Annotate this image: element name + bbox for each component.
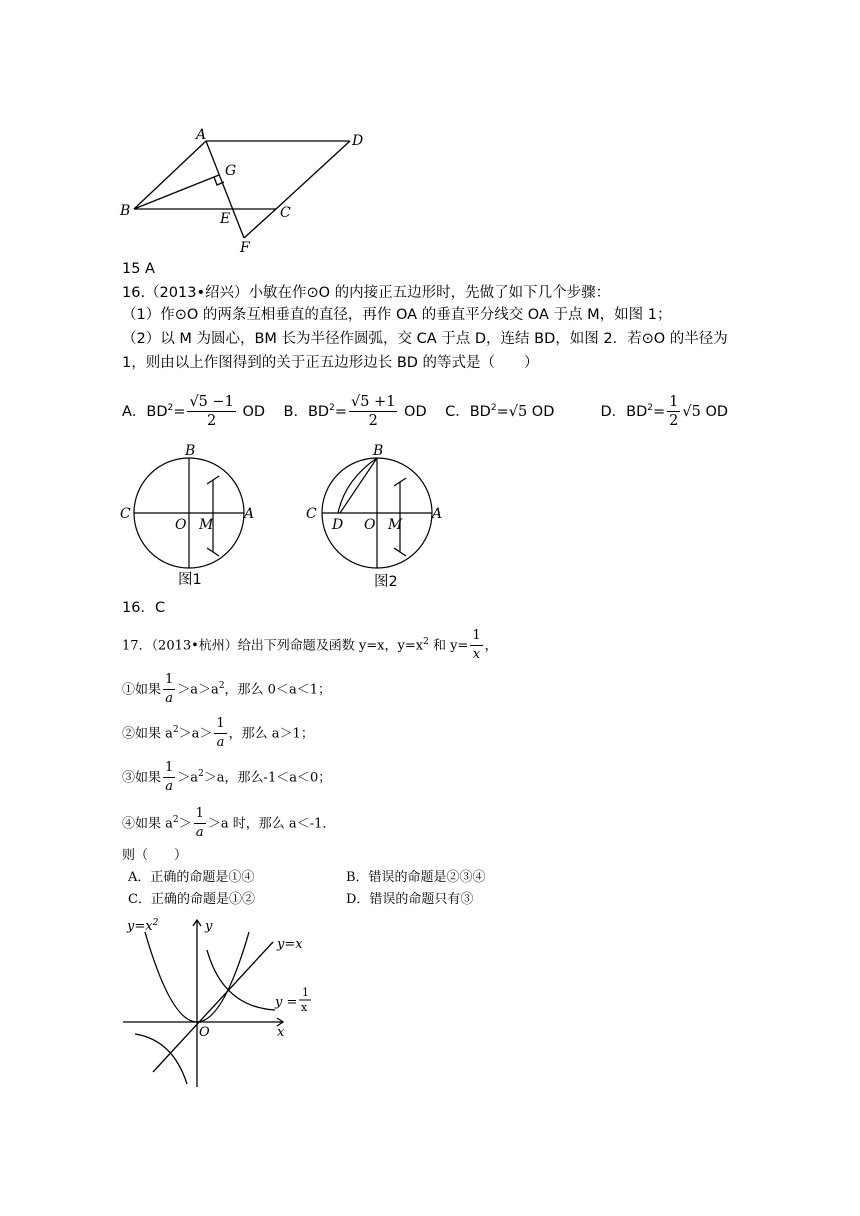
q16-figure-2 [300, 440, 450, 590]
fig2-label-D: D [332, 517, 344, 533]
q16-step3: 1，则由以上作图得到的关于正五边形边长 BD 的等式是（ ） [122, 355, 539, 371]
q16-step1: （1）作⊙O 的两条互相垂直的直径，再作 OA 的垂直平分线交 OA 于点 M，如图 1； [122, 307, 672, 323]
q16-option-b[interactable]: B．$BD^2=$ $\frac{√5 +1}{2}$ OD [283, 394, 427, 430]
graph-x-axis-label: x [277, 1025, 285, 1040]
q17-proposition-4: ④如果 $a^2>$ $\frac{1}{a}$ ＞a 时，那么 a＜-1． [122, 806, 336, 841]
fig2-label-B: B [373, 443, 384, 459]
figure-15-parallelogram [110, 125, 380, 255]
fig2-label-O: O [364, 517, 376, 533]
q16-stem: 16.（2013•绍兴）小敏在作⊙O 的内接正五边形时，先做了如下几个步骤： [122, 285, 611, 301]
fig2-label-C: C [306, 506, 317, 522]
fig15-label-C: C [280, 205, 291, 221]
q17-function-graph [115, 912, 315, 1092]
fig15-label-F: F [240, 240, 250, 255]
q17-option-b[interactable]: B．错误的命题是②③④ [346, 870, 486, 885]
fig2-label-M: M [388, 517, 403, 533]
fig1-label-A: A [244, 506, 255, 522]
fig15-label-G: G [225, 163, 237, 179]
fig15-label-E: E [220, 211, 231, 227]
graph-label-y-eq-x: y=x [277, 937, 303, 952]
q17-option-c[interactable]: C．正确的命题是①② [128, 892, 255, 907]
graph-y-axis-label: y [205, 919, 213, 934]
q16-figure-1-caption: 图1 [178, 572, 202, 588]
fig1-label-B: B [185, 443, 196, 459]
graph-label-y-eq-1-over-x: y = [275, 995, 298, 1010]
q17-option-d[interactable]: D．错误的命题只有③ [346, 892, 474, 907]
fig15-label-A: A [196, 127, 207, 143]
graph-label-y-eq-x2: $y=x^2$ [127, 918, 159, 934]
q16-figure-1 [115, 440, 265, 590]
q16-option-d[interactable]: D．$BD^2=$ $\frac{1}{2}$ √5 OD [600, 394, 729, 430]
graph-origin-label: O [199, 1025, 210, 1040]
q16-step2: （2）以 M 为圆心，BM 长为半径作圆弧，交 CA 于点 D，连结 BD，如图 2．若⊙O 的半径为 [122, 331, 728, 347]
q17-proposition-2: ②如果 $a^2>a>$ $\frac{1}{a}$ ，那么 a＞1； [122, 716, 314, 751]
graph-label-recip-den: x [301, 1001, 308, 1014]
graph-label-recip-num: 1 [302, 986, 309, 999]
fig2-label-A: A [432, 506, 443, 522]
q16-figure-2-caption: 图2 [374, 574, 398, 590]
q16-options [122, 388, 728, 428]
q17-stem: 17．（2013•杭州）给出下列命题及函数 y=x，$y=x^2$ 和 y= $\frac{1}{x}$ ， [122, 628, 498, 663]
fig15-label-B: B [120, 203, 131, 219]
fig15-label-D: D [352, 133, 364, 149]
answer-15: 15 A [122, 261, 155, 277]
fig1-label-O: O [175, 517, 187, 533]
q16-option-c[interactable]: C．$BD^2=√5$ OD [445, 403, 555, 420]
q17-proposition-3: ③如果 $\frac{1}{a}$ $>a^2>a$，那么-1＜a＜0； [122, 760, 332, 795]
answer-16: 16．C [122, 600, 166, 616]
q16-option-a[interactable]: A．$BD^2=$ $\frac{√5 -1}{2}$ OD [122, 394, 266, 430]
q17-then: 则（ ） [122, 848, 188, 863]
fig1-label-C: C [120, 506, 131, 522]
fig1-label-M: M [199, 517, 214, 533]
q17-option-a[interactable]: A．正确的命题是①④ [128, 870, 255, 885]
q17-proposition-1: ①如果 $\frac{1}{a}$ $>a>a^2$，那么 0＜a＜1； [122, 672, 331, 707]
